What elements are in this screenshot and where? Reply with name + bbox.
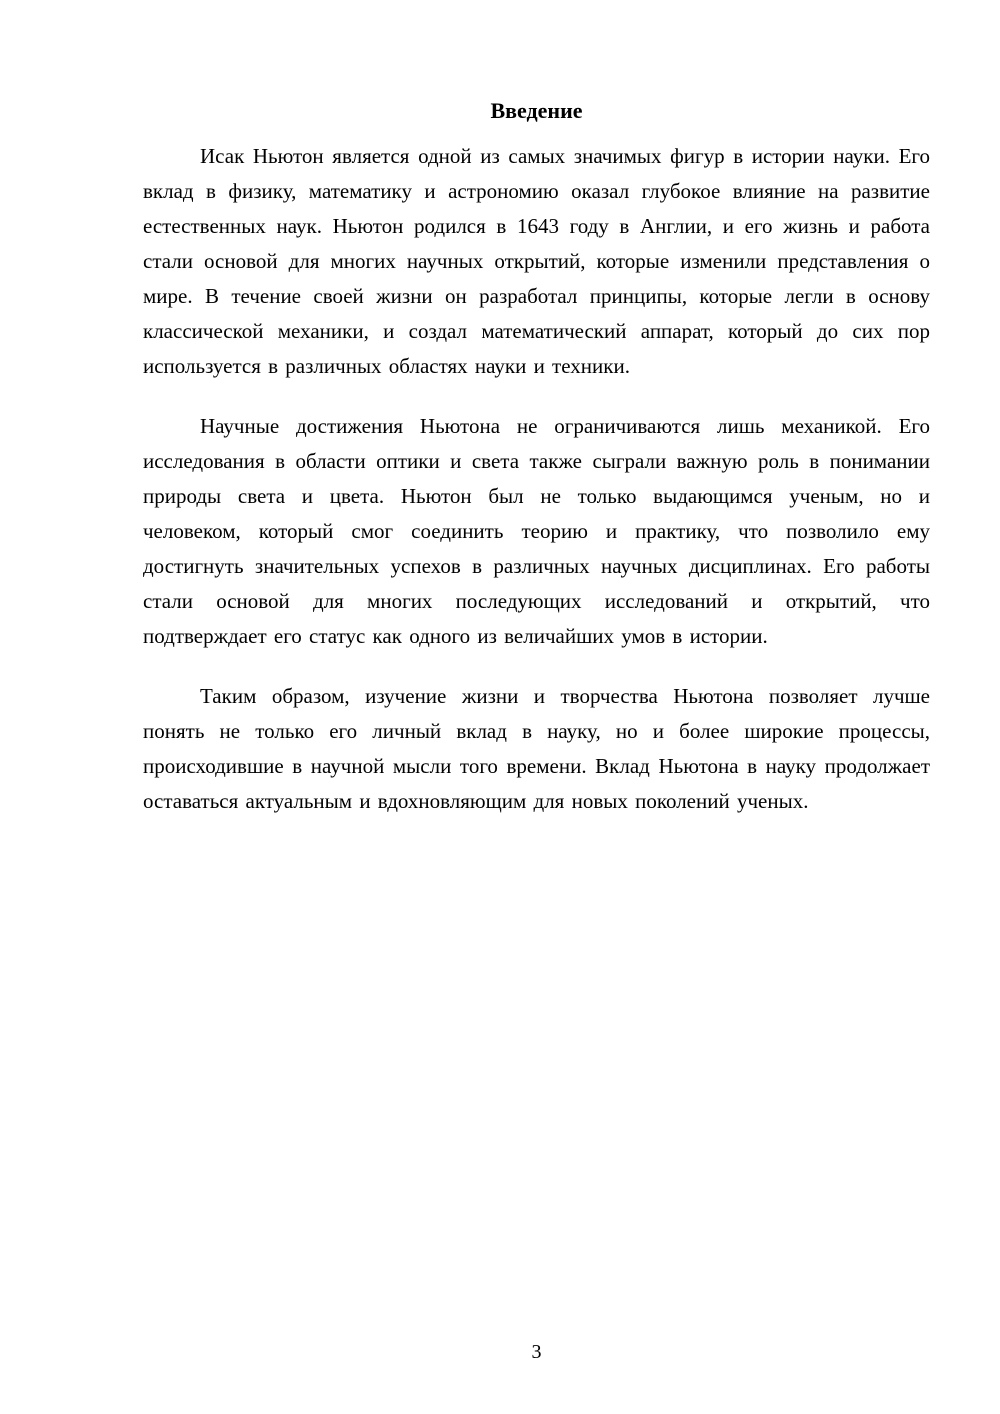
paragraph-intro: Исак Ньютон является одной из самых значимых фигур в истории науки. Его вклад в физику, математику и астрономию оказал глубокое влияние на развитие естественных наук. Ньютон родился в 1643 году в Англии, и его жизнь и работа стали основой для многих научных открытий, которые изменили представления о мире. В течение своей жизни он разработал принципы, которые легли в основу классической механики, и создал математический аппарат, который до сих пор используется в различных областях науки и техники. [143, 144, 930, 378]
paragraph-achievements: Научные достижения Ньютона не ограничиваются лишь механикой. Его исследования в области оптики и света также сыграли важную роль в понимании природы света и цвета. Ньютон был не только выдающимся ученым, но и человеком, который смог соединить теорию и практику, что позволило ему достигнуть значительных успехов в различных научных дисциплинах. Его работы стали основой для многих последующих исследований и открытий, что подтверждает его статус как одного из величайших умов в истории. [143, 414, 930, 648]
page-title: Введение [490, 98, 583, 123]
paragraph-conclusion: Таким образом, изучение жизни и творчества Ньютона позволяет лучше понять не только его личный вклад в науку, но и более широкие процессы, происходившие в научной мысли того времени. Вклад Ньютона в науку продолжает оставаться актуальным и вдохновляющим для новых поколений ученых. [143, 684, 930, 813]
page-number: 3 [531, 1341, 542, 1363]
